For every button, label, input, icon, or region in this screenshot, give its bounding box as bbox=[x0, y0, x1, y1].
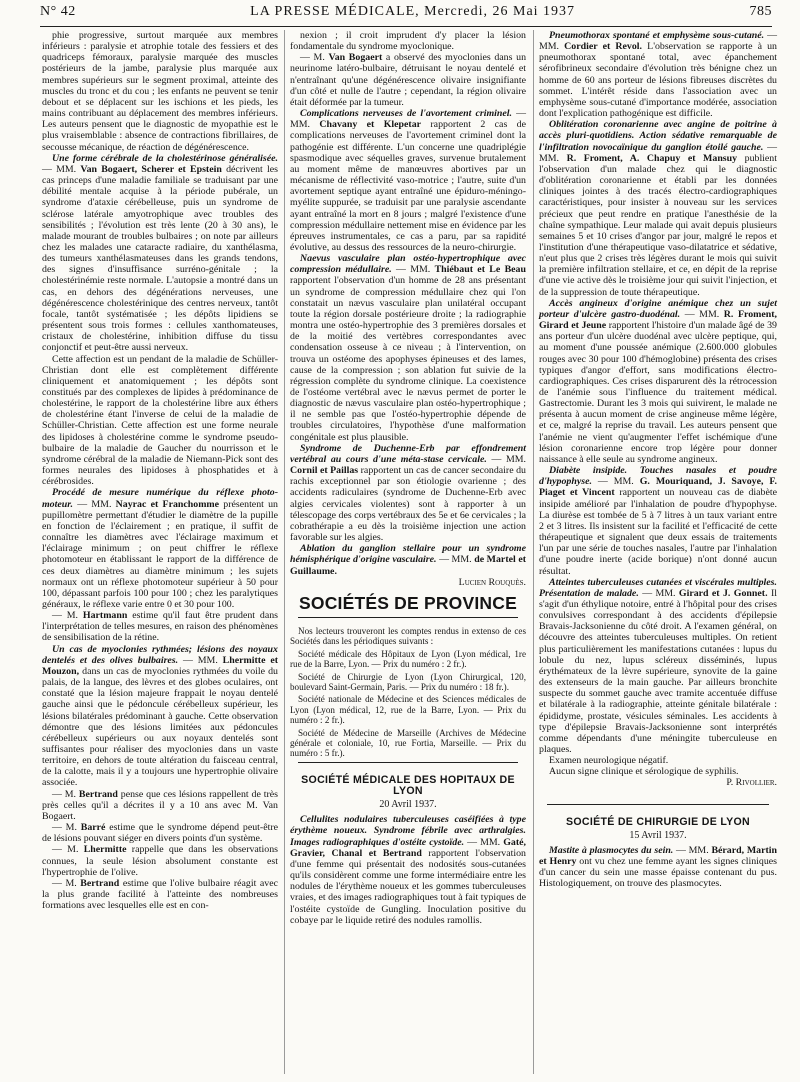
paragraph bbox=[42, 822, 278, 844]
paragraph bbox=[42, 878, 278, 911]
session-date: 20 Avril 1937. bbox=[379, 799, 437, 811]
column-separator bbox=[284, 30, 285, 1074]
header-rule bbox=[40, 26, 772, 27]
author-names: Bertrand bbox=[78, 788, 118, 800]
author-names: Girard et J. Gonnet. bbox=[678, 587, 768, 599]
society-name: SOCIÉTÉ MÉDICALE DES HOPITAUX DE LYON bbox=[301, 773, 515, 797]
paragraph-title: Pneumothorax spontané et emphysème sous-cutané. bbox=[549, 30, 765, 41]
paragraph bbox=[290, 30, 526, 52]
notice-block bbox=[290, 626, 526, 759]
paragraph-title: Une forme cérébrale de la cholestérinose généralisée. bbox=[52, 152, 278, 164]
paragraph-separator: — MM. bbox=[436, 554, 475, 566]
paragraph-body: Cette affection est un pendant de la maladie de Schüller-Christian dont elle est complètement différente cliniquement et anatomiquement ; les dépôts sont constitués par des complexes de lipides à prédominance de cholestérine, le rapport de la cholestérine libre aux éthers de cholestérine étant l'inverse de celui de la maladie de Schüller-Christian. Cette affection est une forme neurale des lipidoses à cholestérine comme le syndrome pseudo-bulbaire de la maladie de Gaucher du nourrisson et le syndrome cérébral de la maladie de Niemann-Pick sont des formes neurales des lipidoses à phosphatides et à cérébrosides. bbox=[42, 353, 278, 488]
author-names: Thiébaut et Le Beau bbox=[434, 264, 526, 276]
column-1 bbox=[42, 30, 278, 911]
paragraph bbox=[290, 253, 526, 443]
paragraph-title: Diabète insipide. Touches nasales et poudre d'hypophyse. bbox=[539, 465, 777, 488]
notice-line: Société nationale de Médecine et des Sciences médicales de Lyon (Lyon médical, 12, rue de la Barre, Lyon. — Prix du numéro : 2 fr.). bbox=[290, 694, 526, 726]
paragraph bbox=[539, 845, 777, 890]
paragraph-separator: — M. bbox=[52, 877, 81, 889]
paragraph-separator: — MM. bbox=[391, 264, 435, 276]
paragraph-separator: — M. bbox=[52, 610, 83, 622]
paragraph-title: Syndrome de Duchenne-Erb par effondrement vertébral au cours d'une méta-stase cervicale. bbox=[290, 442, 526, 465]
paragraph bbox=[42, 354, 278, 488]
paragraph bbox=[290, 443, 526, 543]
notice-line: Nos lecteurs trouveront les comptes rendus in extenso de ces Sociétés dans les périodiques suivants : bbox=[290, 625, 526, 647]
paragraph-title: Oblitération coronarienne avec angine de poitrine à accès pluri-quotidiens. Action sédative remarquable de l'infiltration novocaïnique du ganglion étoilé gauche. bbox=[539, 119, 777, 153]
paragraph-body: rapportent 2 cas de complications nerveuses de l'avortement criminel dont la pathogénie est différente. L'un concerne une quadriplégie spasmodique avec séquelles graves, survenue brutalement au moment même de manœuvres abortives par un mécanisme de réflectivité vaso-motrice ; l'autre, suite d'un avortement septique ayant entraîné une épiduro-méningo-myélite suppurée, se traduisit par une paralysie ascendante ayant entraîné la mort en 8 jours ; malgré l'existence d'une compression médullaire nettement mise en évidence par les épreuves instrumentales, ce cas a paru, par sa rapidité évolutive, au dessus des ressources de la neuro-chirurgie. bbox=[290, 119, 526, 253]
paragraph-body: décrivent les cas princeps d'une maladie familiale se traduisant par une débilité mentale acquise à la période pubérale, un syndrome d'ataxie cérébelleuse, puis un syndrome de sclérose latérale amyotrophique avec troubles des sensibilités ; l'évolution est très lente (20 à 30 ans), le malade mourant de troubles bulbaires ; on note par ailleurs chez les malades une cataracte radiaire, du xanthélasma, des tumeurs xanthélasmateuses dans les grands tendons, des signes d'insuffisance surréno-génitale ; la cholestérinémie reste normale. L'autopsie a montré dans un cas, en dehors des dégénérations nerveuses, une dégénérescence cholestérinique des centres nerveux, tantôt focale, tantôt systématisée ; les dépôts lipidiens se présentent sous trois formes : cellules xanthomateuses, cristaux de cholestérine, inhibition diffuse du tissu conjonctif et peut-être aussi nerveux. bbox=[42, 163, 278, 354]
author-names: Hartmann bbox=[82, 610, 128, 622]
paragraph-body: rapportent l'observation d'une femme qui présentait des nodosités sous-cutanées qu'ils considèrent comme une forme intermédiaire entre les nodules de l'érythème noueux et les gommes tuberculeuses vraies, et des images radiographiques tout à fait typiques de l'ostéite cystoïde de Gungling. Inoculation positive du cobaye par le liquide retiré des nodules ramollis. bbox=[290, 847, 526, 926]
column-2 bbox=[290, 30, 526, 926]
paragraph bbox=[539, 577, 777, 756]
paragraph-body: publient l'observation d'un malade chez qui le diagnostic d'oblitération coronarienne et établi par les données cliniques jointes à des tracés électro-cardiographiques caractéristiques, pour insister à nouveau sur les services précieux que peut rendre en pratique l'anesthésie de la chaîne sympathique. Leur malade qui avait depuis plusieurs semaines 5 et 10 crises d'angor par jour, malgré le repos et l'institution d'une thérapeutique vaso-dilatatrice et sédative, n'eut plus que 2 crises très légères durant le mois qui suivit la première infiltration stellaire, et ce, en dépit de la reprise d'une vie active dès le troisième jour qui suivit l'injection, et de la suppression de toute thérapeutique. bbox=[539, 152, 777, 298]
paragraph bbox=[42, 153, 278, 354]
paragraphs bbox=[42, 30, 278, 911]
author-signature: Lucien Rouquès. bbox=[458, 576, 526, 588]
paragraph-separator: — MM. bbox=[290, 108, 526, 131]
notice-line: Société de Chirurgie de Lyon (Lyon Chirurgical, 120, boulevard Saint-Germain, Paris. — Prix du numéro : 18 fr.). bbox=[290, 671, 526, 692]
author-names: Cordier et Revol. bbox=[564, 41, 643, 53]
author-names: Bertrand bbox=[80, 877, 120, 889]
divider bbox=[547, 804, 769, 805]
notice-line: Société de Médecine de Marseille (Archives de Médecine générale et coloniale, 10, rue Fortia, Marseille. — Prix du numéro : 5 fr.). bbox=[290, 727, 526, 759]
paragraph-separator: — M. bbox=[52, 788, 79, 800]
paragraph-title: Complications nerveuses de l'avortement criminel. bbox=[300, 108, 513, 120]
section-heading: SOCIÉTÉS DE PROVINCE bbox=[299, 592, 517, 613]
paragraph bbox=[42, 789, 278, 822]
paragraph-body: pense que ces lésions rappellent de très près celles qu'il a décrites il y a 10 ans avec M. Van Bogaert. bbox=[42, 788, 278, 822]
author-names: Gaté, Gravier, Chanal et Bertrand bbox=[290, 836, 526, 859]
paragraph-title: Un cas de myoclonies rythmées; lésions des noyaux dentelés et des olives bulbaires. bbox=[42, 643, 278, 666]
paragraph bbox=[290, 108, 526, 253]
notice-line: Société médicale des Hôpitaux de Lyon (Lyon médical, 1re rue de la Barre, Lyon. — Prix du numéro : 2 fr.). bbox=[290, 648, 526, 670]
paragraph bbox=[539, 755, 777, 766]
author-signature: P. Rivollier. bbox=[726, 777, 777, 789]
page-header bbox=[40, 4, 772, 26]
author-names: Nayrac et Franchomme bbox=[115, 498, 220, 510]
session-date: 15 Avril 1937. bbox=[629, 829, 687, 841]
paragraph bbox=[539, 298, 777, 465]
paragraph-body: estime que l'olive bulbaire réagit avec la plus grande facilité à l'atteinte des nombreuses formations avec lesquelles elle est en con- bbox=[42, 877, 278, 912]
paragraph-body: dans un cas de myoclonies rythmées du voile du palais, de la langue, des lèvres et des globes oculaires, ont constaté que la lésion majeure frappait le noyau dentelé gauche ainsi que le pédoncule cérébelleux supérieur, les lésions bilatérales prédominant à gauche. Cette observation démontre que des lésions limitées aux pédoncules cérébelleux supérieurs ou aux noyaux dentelés sont suffisantes pour réaliser des myoclonies dans un vaste territoire, en dehors de toute altération du faisceau central, de la calotte, mais il y a toujours une hypertrophie olivaire associée. bbox=[42, 665, 278, 789]
paragraph-body: estime que le syndrome dépend peut-être de lésions pouvant siéger en divers points d'un système. bbox=[42, 822, 279, 845]
paragraph-separator: — M. bbox=[52, 822, 81, 834]
paragraph-title: Accès angineux d'origine anémique chez un sujet porteur d'ulcère gastro-duodénal. bbox=[539, 297, 777, 320]
paragraph bbox=[539, 30, 777, 119]
paragraph bbox=[42, 844, 278, 877]
paragraph-separator: — MM. bbox=[178, 654, 223, 666]
divider bbox=[298, 617, 518, 618]
author-names: G. Mouriquand, J. Savoye, F. Piaget et Vincent bbox=[539, 476, 778, 499]
paragraph bbox=[539, 465, 777, 577]
paragraph-title: Atteintes tuberculeuses cutanées et viscérales multiples. Présentation de malade. bbox=[539, 576, 777, 599]
paragraph-body: rapportent un nouveau cas de diabète insipide amélioré par l'inhalation de poudre d'hypophyse. La diurèse est tombée de 5 à 7 litres à un taux variant entre 2 et 3 litres. Ils insistent sur la facilité et l'efficacité de cette thérapeutique et signalent que deux essais de traitements l'un par une série de touches nasales, l'autre par l'inhalation d'une poudre inerte (acide borique) n'ont donné aucun résultat. bbox=[539, 487, 777, 577]
author-names: R. Froment, Girard et Jeune bbox=[539, 308, 777, 332]
paragraph-body: nexion ; il croit imprudent d'y placer la lésion fondamentale du syndrome myoclonique. bbox=[290, 30, 526, 53]
author-names: Van Bogaert, Scherer et Epstein bbox=[80, 163, 222, 175]
paragraph bbox=[290, 814, 526, 926]
author-names: R. Froment, A. Chapuy et Mansuy bbox=[566, 152, 738, 164]
author-names: Lhermitte bbox=[83, 844, 127, 856]
paragraph-body: rappelle que dans les observations connues, la seule lésion absolument constante est l'hypertrophie de l'olive. bbox=[42, 844, 279, 878]
paragraph-title: Procédé de mesure numérique du réflexe photo-moteur. bbox=[42, 487, 278, 510]
author-names: Cornil et Paillas bbox=[290, 465, 359, 477]
author-names: Van Bogaert bbox=[328, 52, 383, 64]
author-names: Lhermitte et Mouzon, bbox=[42, 654, 279, 677]
paragraph-separator: — MM. bbox=[73, 498, 116, 510]
paragraph-body: rapportent l'histoire d'un malade âgé de 39 ans porteur d'un ulcère duodénal avec ulcère peptique, qui, au moment d'une poussée anémique (2.600.000 globules rouges avec 30 pour 100 d'hémoglobine) présenta des crises typiques d'angor d'effort, sans modifications électro-cardiographiques. Ces crises disparurent dès la rétrocession de l'anémie sous l'influence du traitement médical. Gastrectomie. Durant les 3 mois qui suivirent, le malade ne présenta à aucun moment de crise angineuse même légère, et ce, malgré la reprise du travail. Les auteurs pensent que l'anémie ne vient qu'augmenter l'effet ischémique d'une lésion coronarienne encore trop légère pour donner naissance à elle seule au syndrome angineux. bbox=[539, 320, 777, 465]
column-separator bbox=[533, 30, 534, 1074]
paragraph-body: Aucun signe clinique et sérologique de syphilis. bbox=[549, 766, 739, 778]
paragraph bbox=[539, 766, 777, 777]
issue-number: N° 42 bbox=[40, 4, 76, 19]
paragraph bbox=[42, 487, 278, 610]
column-3 bbox=[539, 30, 777, 890]
paragraph-body: ont vu chez une femme ayant les signes cliniques d'un cancer du sein une masse épaisse contenant du pus. Histologiquement, on trouve des plasmocytes. bbox=[539, 856, 777, 890]
paragraph-body: phie progressive, surtout marquée aux membres inférieurs : paralysie et atrophie totale des fessiers et des quadriceps fémoraux, paralysie marquée des muscles postérieurs de la jambe, paralysie plus marquée aux membres supérieurs sur le segment proximal, atteinte des muscles du tronc et du cou ; les enfants ne peuvent se tenir debout et se déplacent sur les ischions et les pieds, les mains contribuant au déplacement des membres inférieurs. Les auteurs pensent que le diagnostic de myopathie est le plus vraisemblable : absence de contractions fibrillaires, de secousse mécanique, de réaction de dégénérescence. bbox=[42, 30, 278, 153]
paragraphs bbox=[539, 30, 777, 777]
paragraph bbox=[290, 52, 526, 108]
paragraph-title: Naevus vasculaire plan ostéo-hypertrophique avec compression médullaire. bbox=[290, 253, 526, 276]
paragraph bbox=[42, 610, 278, 643]
paragraph-separator: — MM. bbox=[673, 844, 712, 856]
paragraphs bbox=[539, 845, 777, 890]
paragraph-body: estime qu'il faut être prudent dans l'interprétation de telles mesures, en raison des phénomènes de sensibilisation de la rétine. bbox=[42, 610, 278, 644]
society-name: SOCIÉTÉ DE CHIRURGIE DE LYON bbox=[565, 815, 750, 828]
paragraph-body: Il s'agit d'un éthylique notoire, entré à l'hôpital pour des crises convulsives correspondant à des accidents d'épilepsie Bravais-Jacksonienne du côté droit. A l'examen général, on découvre des atteintes tuberculeuses multiples. On retient plus particulièrement les manifestations cutanées : lupus du lobule du nez, lupus scléreux disséminés, lupus érythémateux de la lèvre supérieure, synovite de la gaine des extenseurs de la main gauche. Par ailleurs bronchite suspecte du sommet gauche avec tramite accentuée diffuse et bilatérale à la radiographie, atteinte génitale bilatérale : épididyme, prostate, vésicules séminales. Les accidents à type d'épilepsie Bravais-Jacksonienne sont interprétés comme dépendants d'une méningite tuberculeuse en plaques. bbox=[539, 587, 777, 755]
paragraph-body: rapportent un cas de cancer secondaire du rachis exceptionnel par son étiologie ovarienne ; des accidents radiculaires (syndrome de Duchenne-Erb avec algies cervicales violentes) sont à rapporter à un télescopage des corps vertébraux des 5e et 6e cervicales ; la cobrathérapie a eu dès la troisième injection une action favorable sur les algies. bbox=[290, 465, 526, 544]
author-names: Chavany et Klepetar bbox=[319, 119, 422, 131]
paragraph bbox=[290, 543, 526, 576]
author-names: de Martel et Guillaume. bbox=[290, 554, 527, 577]
paragraph-separator: — M. bbox=[300, 52, 329, 64]
paragraph bbox=[42, 644, 278, 789]
paragraph-separator: — MM. bbox=[42, 163, 81, 175]
paragraph-body: Examen neurologique négatif. bbox=[549, 755, 669, 767]
paragraph-separator: — MM. bbox=[486, 453, 526, 465]
paragraph-body: présentent un pupillomètre permettant d'étudier le diamètre de la pupille en fonction de l'éclairement ; en pratique, il suffit de connaître les diamètres avec l'éclairage maximum et l'éclairage minimum ; on peut chiffrer le réflexe photomoteur en établissant le rapport de la différence de ces deux diamètres au diamètre minimum ; les sujets normaux ont un réflexe photomoteur supérieur à 50 pour 100, dépassant parfois 100 pour 100 ; chez les paralytiques généraux, le réflexe varie entre 0 et 30 pour 100. bbox=[42, 498, 278, 610]
divider bbox=[298, 762, 518, 763]
paragraph-body: L'observation se rapporte à un pneumothorax spontané total, avec épanchement sérofibrineux secondaire d'évolution très bénigne chez un homme de 60 ans porteur de lésions fibreuses discrètes du sommet. L'intérêt réside dans l'association avec un emphysème sous-cutané d'importance modérée, association dont l'explication pathogénique est difficile. bbox=[539, 41, 777, 120]
paragraphs bbox=[290, 814, 526, 926]
author-names: Barré bbox=[80, 822, 106, 834]
paragraph-body: a observé des myoclonies dans un neurinome latéro-bulbaire, détruisant le noyau dentelé et n'entraînant qu'une dégénérescence olivaire insignifiante d'un côté et nulle de l'autre ; cependant, la région olivaire était déformée par la tumeur. bbox=[290, 52, 527, 108]
paragraph-separator: — MM. bbox=[539, 141, 778, 164]
paragraph-separator: — M. bbox=[52, 844, 84, 856]
paragraph-body: rapportent l'observation d'un homme de 28 ans présentant un syndrome de compression médullaire chez qui l'on constatait un nævus vasculaire plan unilatéral occupant toute la région dorsale postérieure droite ; la radiographie montra une ostéo-hypertrophie des 3 premières dorsales et de la moitié des vertèbres correspondantes avec condensation osseuse à ce niveau ; à l'intervention, on trouva un ostéome des apophyses épineuses et des lames, cause de la compression ; son ablation fut suivie de la régression complète du syndrome clinique. La coexistence de l'ostéome vertébral avec le nævus permet de porter le diagnostic de nævus vasculaire plan ostéo-hypertrophique ; il ne semble pas que l'ostéo-hypertrophie dépende de troubles circulatoires, l'hypothèse d'une malformation congénitale est plus plausible. bbox=[290, 275, 526, 443]
paragraph-separator: — MM. bbox=[680, 308, 724, 320]
author-names: Bérard, Martin et Henry bbox=[539, 844, 777, 868]
paragraph-separator: — MM. bbox=[464, 836, 504, 848]
paragraph-separator: — MM. bbox=[591, 476, 640, 488]
journal-title: LA PRESSE MÉDICALE, Mercredi, 26 Mai 1937 bbox=[250, 4, 576, 19]
paragraph-title: Cellulites nodulaires tuberculeuses caséifiées à type érythème noueux. Syndrome fébrile avec arthralgies. Images radiographiques d'ostéite cystoïde. bbox=[290, 814, 526, 848]
paragraphs bbox=[290, 30, 526, 577]
paragraph bbox=[539, 119, 777, 298]
paragraph-title: Mastite à plasmocytes du sein. bbox=[549, 844, 674, 856]
paragraph-title: Ablation du ganglion stellaire pour un syndrome hémisphérique d'origine vasculaire. bbox=[290, 543, 526, 566]
page-number: 785 bbox=[749, 4, 772, 19]
paragraph bbox=[42, 30, 278, 153]
paragraph-separator: — MM. bbox=[638, 587, 679, 599]
paragraph-separator: — MM. bbox=[539, 30, 777, 53]
